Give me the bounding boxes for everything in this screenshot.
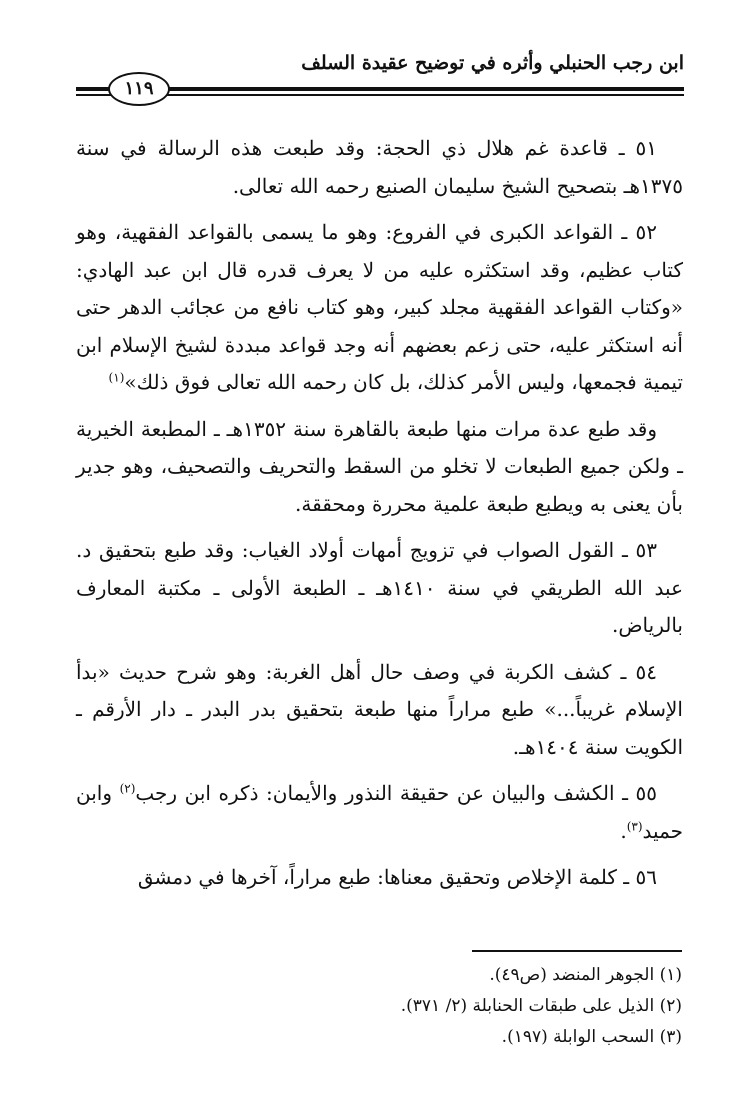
footnote-1: (١) الجوهر المنضد (ص٤٩). [489,965,682,985]
footnote-separator [472,950,682,952]
page-number: ١١٩ [108,72,170,106]
paragraph-54: ٥٤ ـ كشف الكربة في وصف حال أهل الغربة: وهو شرح حديث «بدأ الإسلام غريباً...» طبع مراراً منها طبعة بتحقيق بدر البدر ـ دار الأرقم ـ الكويت سنة ١٤٠٤هـ. [76,659,683,759]
body-text [76,130,683,906]
footnotes [72,960,682,1053]
page-header [76,52,684,102]
paragraph-53: ٥٣ ـ القول الصواب في تزويج أمهات أولاد الغياب: وقد طبع بتحقيق د. عبد الله الطريقي في سنة ١٤١٠هـ ـ الطبعة الأولى ـ مكتبة المعارف بالرياض. [76,538,683,637]
footnote-ref-3: (٣) [626,818,643,833]
paragraph-55 [76,775,683,850]
footnote-3: (٣) السحب الوابلة (١٩٧). [501,1027,682,1047]
paragraph-52 [76,214,683,402]
paragraph-55-text-a: ٥٥ ـ الكشف والبيان عن حقيقة النذور والأيمان: ذكره ابن رجب [135,781,657,805]
paragraph-52-continued: وقد طبع عدة مرات منها طبعة بالقاهرة سنة ١٣٥٢هـ ـ المطبعة الخيرية ـ ولكن جميع الطبعات لا تخلو من السقط والتحريف والتصحيف، وهو جدير بأن يعنى به ويطبع طبعة علمية محررة ومحققة. [76,416,683,516]
footnote-2: (٢) الذيل على طبقات الحنابلة (٢/ ٣٧١). [400,996,682,1016]
paragraph-55-text-c: . [620,818,627,843]
paragraph-52-text: ٥٢ ـ القواعد الكبرى في الفروع: وهو ما يسمى بالقواعد الفقهية، وهو كتاب عظيم، وقد استكثره عليه من لا يعرف قدره قال ابن عبد الهادي: «وكتاب القواعد الفقهية مجلد كبير، وهو كتاب نافع من عجائب الدهر حتى أنه استكثر عليه، حتى زعم بعضهم أنه وجد قواعد مبددة لشيخ الإسلام ابن تيمية فجمعها، وليس الأمر كذلك، بل كان رحمه الله تعالى فوق ذلك» [76,220,683,394]
paragraph-56: ٥٦ ـ كلمة الإخلاص وتحقيق معناها: طبع مراراً، آخرها في دمشق [137,865,657,889]
paragraph-51: ٥١ ـ قاعدة غم هلال ذي الحجة: وقد طبعت هذه الرسالة في سنة ١٣٧٥هـ بتصحيح الشيخ سليمان الصنيع رحمه الله تعالى. [76,136,683,198]
footnote-ref-2: (٢) [119,781,136,796]
paragraph-55-text-b: وابن حميد [76,781,683,843]
running-title: ابن رجب الحنبلي وأثره في توضيح عقيدة السلف [301,52,684,74]
footnote-ref-1: (١) [108,370,125,385]
